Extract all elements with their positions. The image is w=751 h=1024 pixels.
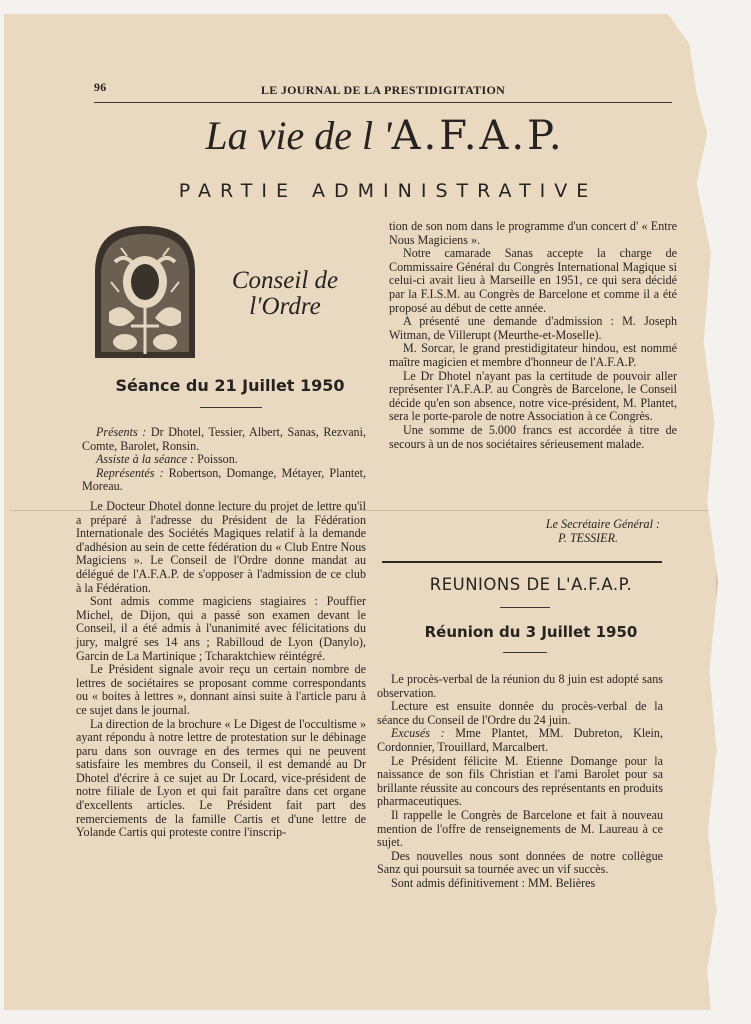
paragraph: A présenté une demande d'admission : M. Joseph Witman, de Villerupt (Meurthe-et-Moselle). xyxy=(389,314,677,342)
journal-name: LE JOURNAL DE LA PRESTIDIGITATION xyxy=(260,83,506,97)
conseil-line-2: l'Ordre xyxy=(249,293,321,320)
section-subtitle: PARTIE ADMINISTRATIVE xyxy=(178,180,598,202)
conseil-heading xyxy=(210,268,360,320)
paragraph: Lecture est ensuite donnée du procès-verbal de la séance du Conseil de l'Ordre du 24 juin. xyxy=(377,699,663,727)
page-number: 96 xyxy=(94,80,107,94)
excuses-text: Mme Plantet, MM. Dubreton, Klein, Cordonnier, Trouillard, Marcalbert. xyxy=(377,726,663,754)
paragraph: Le Président signale avoir reçu un certain nombre de lettres de sociétaires se proposant comme correspondants ou « boites à lettres », donnant ainsi suite à l'article paru à ce sujet dans le journal. xyxy=(76,662,366,717)
heading-rule xyxy=(503,652,547,653)
paragraph: Il rappelle le Congrès de Barcelone et fait à nouveau mention de l'offre de renseignements de M. Laureau à ce sujet. xyxy=(377,807,663,850)
title-script: La vie de l ' xyxy=(205,113,392,158)
assiste-label: Assiste à la séance : xyxy=(96,452,195,467)
running-header xyxy=(94,80,672,103)
title-caps: A.F.A.P. xyxy=(391,113,565,159)
paragraph: Le procès-verbal de la réunion du 8 juin est adopté sans observation. xyxy=(377,672,663,700)
conseil-line-1: Conseil de xyxy=(231,267,339,294)
paragraph: M. Sorcar, le grand prestidigitateur hindou, est nommé maître magicien et membre d'honneur de l'A.F.A.P. xyxy=(389,341,677,369)
paragraph: Le Dr Dhotel n'ayant pas la certitude de pouvoir aller représenter l'A.F.A.P. au Congrès de Barcelone, le Conseil décide qu'en son absence, notre vice-président, M. Plantet, sera le porte-parole de notre Association à ce Congrès. xyxy=(389,368,677,424)
paragraph: Le Docteur Dhotel donne lecture du projet de lettre qu'il a préparé à l'adresse du Président de la Fédération Internationale des Sociétés Magiques relatif à la demande d'adhésion au sein de cette fédération du « Club Entre Nous Magiciens ». Le Conseil de l'Ordre donne mandat au délégué de l'A.F.A.P. de s'opposer à l'admission de ce club à la Fédération. xyxy=(76,499,366,595)
seance-heading: Séance du 21 Juillet 1950 xyxy=(115,376,345,395)
paragraph: tion de son nom dans le programme d'un concert d' « Entre Nous Magiciens ». xyxy=(389,219,677,247)
representes-line xyxy=(82,467,366,494)
signature-block xyxy=(470,517,660,545)
assiste-line xyxy=(82,453,366,467)
presents-text: Dr Dhotel, Tessier, Albert, Sanas, Rezvani, Comte, Barolet, Ronsin. xyxy=(82,425,366,453)
paragraph: Le Président félicite M. Etienne Domange pour la naissance de son fils Christian et l'ami Barolet pour sa brillante réussite au concours des représentants en produits pharmaceutiques. xyxy=(377,753,663,809)
left-column-body xyxy=(76,500,366,840)
heading-rule xyxy=(500,607,550,608)
paragraph: Des nouvelles nous sont données de notre collègue Sanz qui poursuit sa tournée avec un vif succès. xyxy=(377,848,663,877)
right-column-top xyxy=(389,220,677,451)
reunion-heading: Réunion du 3 Juillet 1950 xyxy=(424,623,638,641)
heading-rule xyxy=(200,407,262,408)
paragraph: Une somme de 5.000 francs est accordée à titre de secours à un de nos sociétaires sérieusement malade. xyxy=(389,422,677,451)
emblem-illustration xyxy=(91,222,199,360)
page-title xyxy=(150,112,620,160)
presents-label: Présents : xyxy=(96,425,147,439)
presents-line xyxy=(82,426,366,453)
reunions-heading: REUNIONS DE L'A.F.A.P. xyxy=(429,575,633,594)
paragraph: Notre camarade Sanas accepte la charge de Commissaire Général du Congrès International Magique si celui-ci avait lieu à Marseille en 1951, ce qui sera décidé par la F.I.S.M. au Congrès de Barcelone et comme il a été proposé au début de cette année. xyxy=(389,246,677,315)
signature-role: Le Secrétaire Général : xyxy=(545,517,660,531)
paragraph: Sont admis comme magiciens stagiaires : Pouffier Michel, de Dijon, qui a passé son examen devant le Conseil, il a été admis à l'unanimité avec félicitations du jury, malgré ses 14 ans ; Rabilloud de Lyon (Danylo), Garcin de La Martinique ; Tcharaktchiew réintégré. xyxy=(76,594,366,663)
signature-name: P. TESSIER. xyxy=(558,531,618,545)
representes-text: Robertson, Domange, Métayer, Plantet, Moreau. xyxy=(82,465,366,494)
excuses-line xyxy=(377,727,663,754)
section-divider xyxy=(382,561,662,563)
representes-label: Représentés : xyxy=(96,465,164,480)
assiste-text: Poisson. xyxy=(194,452,238,467)
right-column-body xyxy=(377,673,663,891)
attendance-block xyxy=(82,426,366,494)
excuses-label: Excusés : xyxy=(391,726,445,741)
paragraph: Sont admis définitivement : MM. Belières xyxy=(391,875,596,890)
paragraph: La direction de la brochure « Le Digest de l'occultisme » ayant répondu à notre lettre de protestation sur le débinage paru dans son ouvrage en des termes qui ne peuvent satisfaire les membres du Conseil, il est demandé au Dr Dhotel d'écrire à ce sujet au Dr Locard, vice-président de notre filiale de Lyon et qui fait paraître dans cet organe d'excellents articles. Le Président fait part des remerciements de la famille Cartis et d'une lettre de Yolande Cartis qui proteste contre l'inscrip- xyxy=(76,716,366,840)
